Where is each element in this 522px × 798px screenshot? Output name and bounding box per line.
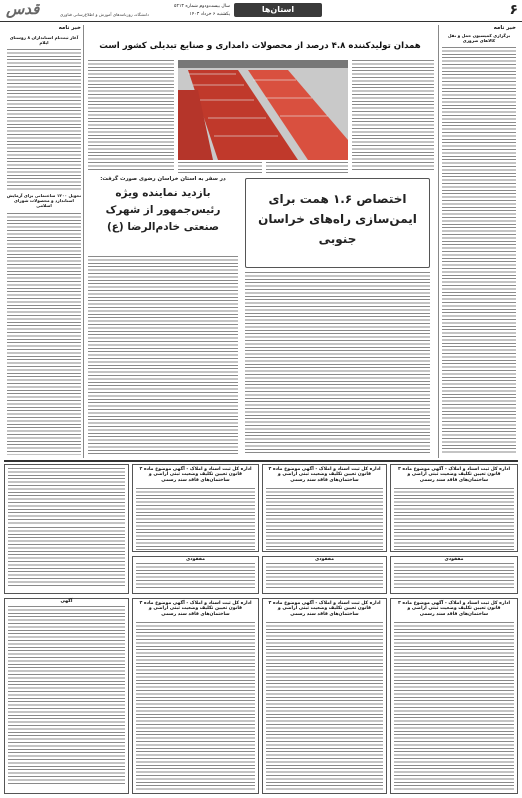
- page-number: ۶: [509, 2, 518, 18]
- ad-body: [136, 622, 255, 792]
- photo-caption-left: [178, 162, 262, 174]
- ad-title: اداره کل ثبت اسناد و املاک - آگهی موضوع ماده ۳ قانون تعیین تکلیف وضعیت ثبتی اراضی و ساختمان‌های فاقد سند رسمی: [268, 467, 381, 483]
- right-story-body: [442, 47, 516, 455]
- main-story-body-left: [88, 60, 174, 172]
- masthead: [0, 0, 522, 22]
- issue-date: یکشنبه ۶ خرداد ۱۴۰۳: [189, 12, 230, 17]
- ad-title: اداره کل ثبت اسناد و املاک - آگهی موضوع ماده ۳ قانون تعیین تکلیف وضعیت ثبتی اراضی و ساختمان‌های فاقد سند رسمی: [139, 467, 252, 483]
- ad-body-2: [8, 527, 125, 587]
- ad-box-2: [262, 464, 387, 552]
- lost-doc-box-2: [262, 556, 387, 594]
- ad-title: اداره کل ثبت اسناد و املاک - آگهی موضوع ماده ۳ قانون تعیین تکلیف وضعیت ثبتی اراضی و ساختمان‌های فاقد سند رسمی: [397, 601, 511, 617]
- section-divider: [4, 460, 518, 462]
- photo-caption-right: [266, 162, 348, 174]
- lost-doc-label: مفقودی: [444, 557, 464, 562]
- section-title: استان‌ها: [261, 5, 295, 14]
- razavi-visit-headline: بازدید نماینده ویژه رئیس‌جمهور از شهرک صنعتی خادم‌الرضا (ع): [105, 187, 221, 233]
- razavi-visit-headline-box: [88, 176, 238, 254]
- left-column: [4, 25, 84, 458]
- ad-box-4: [4, 464, 129, 594]
- lost-doc-body: [266, 563, 383, 589]
- lost-doc-body: [136, 563, 255, 589]
- south-khorasan-headline: اختصاص ۱.۶ همت برای ایمن‌سازی راه‌های خراسان جنوبی: [258, 192, 417, 246]
- ad-body: [266, 622, 383, 792]
- main-headline: همدان تولیدکننده ۴.۸ درصد از محصولات دامداری و صنایع تبدیلی کشور است: [99, 41, 421, 51]
- lost-doc-box-1: [390, 556, 518, 594]
- ad-box-8: [4, 598, 129, 794]
- newspaper-logo: قدس: [6, 0, 40, 18]
- right-story-title: برگزاری کمیسیون حمل و نقل کالاهای ضروری: [447, 33, 511, 43]
- razavi-visit-kicker: در سفر به استان خراسان رضوی صورت گرفت:: [100, 176, 226, 182]
- issue-info: سال بیست‌ودوم شماره ۵۲۱۳: [174, 4, 230, 9]
- lost-doc-label: مفقودی: [186, 557, 205, 562]
- news-label: خبر نامه: [493, 25, 516, 31]
- ad-box-3: [132, 464, 259, 552]
- south-khorasan-headline-box: [245, 178, 430, 268]
- ad-box-5: [390, 598, 518, 794]
- factory-photo: [178, 60, 348, 160]
- ad-body: [8, 606, 125, 786]
- ad-body: [8, 468, 125, 524]
- lost-doc-body: [394, 563, 514, 589]
- ad-title: اداره کل ثبت اسناد و املاک - آگهی موضوع ماده ۳ قانون تعیین تکلیف وضعیت ثبتی اراضی و ساختمان‌های فاقد سند رسمی: [397, 467, 511, 483]
- ad-notice-label: آگهی: [60, 599, 73, 604]
- ad-box-7: [132, 598, 259, 794]
- production-line-image: [178, 60, 348, 160]
- ad-body: [266, 488, 383, 550]
- ad-body: [394, 488, 514, 550]
- ad-box-6: [262, 598, 387, 794]
- left-news-label: خبر نامه: [58, 25, 81, 31]
- ad-title: اداره کل ثبت اسناد و املاک - آگهی موضوع ماده ۳ قانون تعیین تکلیف وضعیت ثبتی اراضی و ساختمان‌های فاقد سند رسمی: [139, 601, 252, 617]
- ad-title: اداره کل ثبت اسناد و املاک - آگهی موضوع ماده ۳ قانون تعیین تکلیف وضعیت ثبتی اراضی و ساختمان‌های فاقد سند رسمی: [268, 601, 381, 617]
- left-story2-title: تحویل ۱۲۰۰ ساختمانی برای آزمایش استاندارد و محصولات شورای اسلامی: [6, 193, 82, 208]
- left-story1-body: [7, 49, 81, 191]
- ad-box-1: [390, 464, 518, 552]
- lost-doc-label: مفقودی: [315, 557, 334, 562]
- left-story2-body: [7, 213, 81, 455]
- tagline: دانشگاه، روزنامه‌های آموزش و اطلاع‌رسانی فناوری: [60, 12, 150, 17]
- lost-doc-box-3: [132, 556, 259, 594]
- left-story1-title: آغاز ثبت‌نام استانداران ۸ روستای ایلام: [9, 35, 79, 45]
- ad-body: [136, 488, 255, 550]
- ad-body: [394, 622, 514, 792]
- razavi-visit-body: [88, 256, 238, 454]
- section-title-banner: [234, 3, 322, 17]
- main-story-body-right: [352, 60, 434, 172]
- right-column: [438, 25, 518, 458]
- south-khorasan-body: [245, 272, 430, 454]
